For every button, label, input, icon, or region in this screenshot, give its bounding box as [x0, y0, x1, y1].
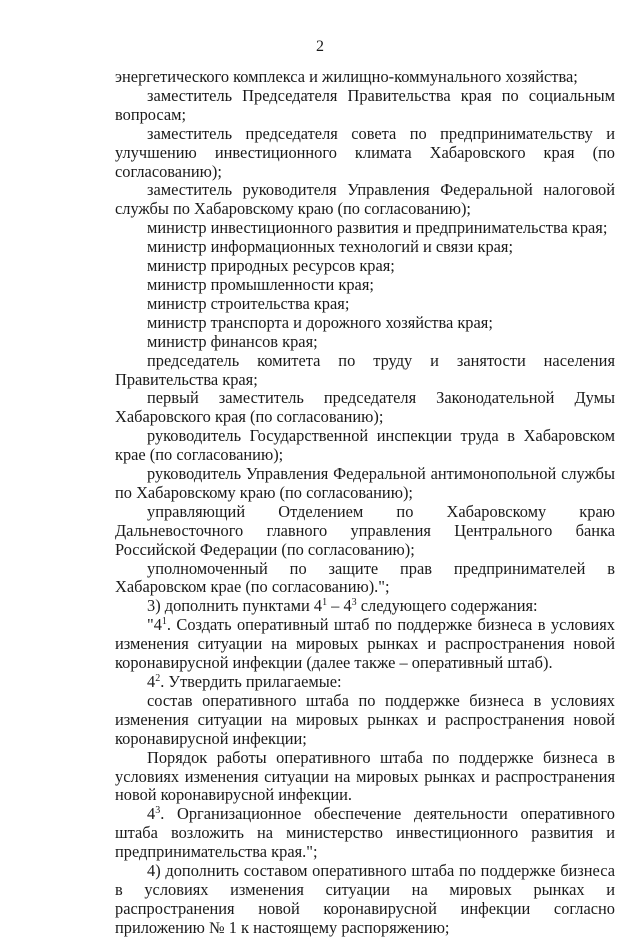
- paragraph: [115, 560, 615, 598]
- paragraph-text: 3) дополнить пунктами 4: [147, 596, 323, 616]
- paragraph: [115, 181, 615, 219]
- paragraph: [115, 597, 615, 616]
- paragraph: [115, 333, 615, 352]
- paragraph: [115, 314, 615, 333]
- superscript: 1: [161, 616, 167, 628]
- paragraph-text: Порядок работы оперативного штаба по поддержке бизнеса в условиях изменения ситуации на мировых рынках и распространения новой коронавирусной инфекции.: [115, 747, 615, 805]
- paragraph-text: министр информационных технологий и связи края;: [147, 237, 514, 257]
- paragraph-text: 4: [147, 672, 156, 691]
- document-body: [115, 68, 615, 938]
- paragraph-text: . Создать оперативный штаб по поддержке бизнеса в условиях изменения ситуации на мировых рынках и распространения новой коронавирусной инфекции (далее также – оперативный штаб).: [115, 615, 615, 673]
- paragraph-text: руководитель Государственной инспекции труда в Хабаровском крае (по согласованию);: [115, 426, 615, 465]
- paragraph-text: следующего содержания:: [356, 596, 538, 616]
- paragraph: [115, 503, 615, 560]
- paragraph-text: министр промышленности края;: [147, 274, 374, 294]
- paragraph-text: энергетического комплекса и жилищно-коммунального хозяйства;: [115, 67, 578, 86]
- paragraph-text: первый заместитель председателя Законодательной Думы Хабаровского края (по согласованию);: [115, 388, 615, 427]
- paragraph: [115, 87, 615, 125]
- paragraph-text: заместитель руководителя Управления Федеральной налоговой службы по Хабаровскому краю (по согласованию);: [115, 180, 615, 219]
- paragraph-text: . Утвердить прилагаемые:: [160, 672, 342, 691]
- paragraph: [115, 219, 615, 238]
- paragraph-text: заместитель Председателя Правительства края по социальным вопросам;: [115, 85, 615, 124]
- paragraph-text: управляющий Отделением по Хабаровскому краю Дальневосточного главного управления Центрального банка Российской Федерации (по согласованию);: [115, 501, 615, 559]
- paragraph-text: . Организационное обеспечение деятельности оперативного штаба возложить на министерство инвестиционного развития и предпринимательства края.";: [115, 804, 615, 862]
- paragraph: [115, 673, 615, 692]
- paragraph-text: 4: [147, 804, 156, 824]
- paragraph-text: состав оперативного штаба по поддержке бизнеса в условиях изменения ситуации на мировых рынках и распространения новой коронавирусной инфекции;: [115, 690, 615, 748]
- paragraph: [115, 276, 615, 295]
- paragraph: [115, 749, 615, 806]
- paragraph-text: заместитель председателя совета по предпринимательству и улучшению инвестиционного климата Хабаровского края (по согласованию);: [115, 123, 615, 181]
- paragraph: [115, 616, 615, 673]
- paragraph: [115, 295, 615, 314]
- paragraph-text: министр строительства края;: [147, 293, 350, 313]
- paragraph: [115, 862, 615, 938]
- paragraph: [115, 352, 615, 390]
- paragraph-text: 4) дополнить составом оперативного штаба по поддержке бизнеса в условиях изменения ситуации на мировых рынках и распространения новой коронавирусной инфекции согласно приложению № 1 к настоящему распоряжению;: [115, 861, 615, 937]
- paragraph: [115, 427, 615, 465]
- paragraph-text: – 4: [327, 596, 352, 616]
- paragraph: [115, 125, 615, 182]
- paragraph: [115, 238, 615, 257]
- paragraph: [115, 805, 615, 862]
- page-number: 2: [316, 38, 324, 55]
- paragraph-text: "4: [147, 615, 162, 635]
- paragraph: [115, 68, 615, 87]
- paragraph-text: министр финансов края;: [147, 331, 318, 351]
- paragraph: [115, 465, 615, 503]
- paragraph-text: председатель комитета по труду и занятости населения Правительства края;: [115, 350, 615, 389]
- paragraph-text: уполномоченный по защите прав предпринимателей в Хабаровском крае (по согласованию).";: [115, 558, 615, 597]
- paragraph: [115, 257, 615, 276]
- paragraph: [115, 692, 615, 749]
- superscript: 1: [322, 597, 328, 609]
- paragraph: [115, 389, 615, 427]
- paragraph-text: руководитель Управления Федеральной антимонопольной службы по Хабаровскому краю (по согласованию);: [115, 464, 615, 502]
- paragraph-text: министр транспорта и дорожного хозяйства края;: [147, 312, 493, 332]
- superscript: 2: [155, 673, 161, 684]
- paragraph-text: министр инвестиционного развития и предпринимательства края;: [147, 218, 608, 238]
- superscript: 3: [155, 805, 161, 817]
- superscript: 3: [351, 597, 357, 609]
- paragraph-text: министр природных ресурсов края;: [147, 256, 395, 276]
